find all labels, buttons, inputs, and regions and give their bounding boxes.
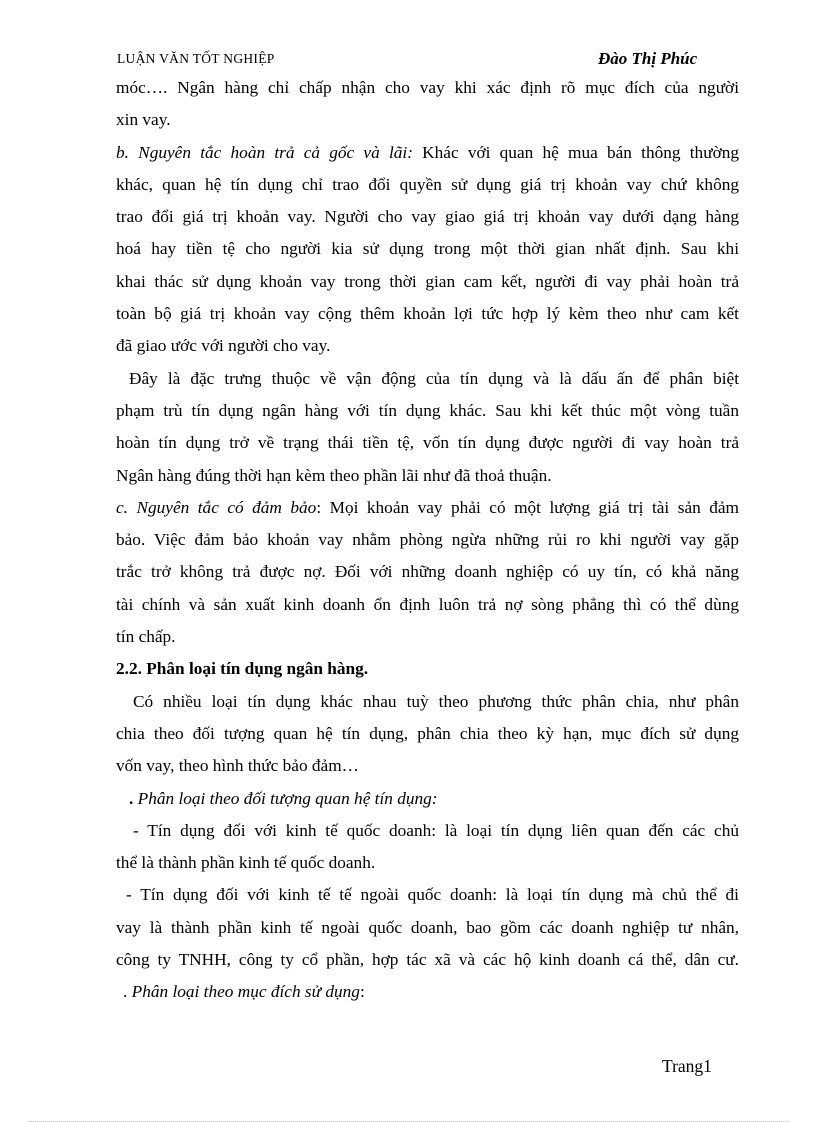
text-line: hoá hay tiền tệ cho người kia sử dụng trong một thời gian nhất định. Sau khi [116, 239, 739, 259]
text-line: móc…. Ngân hàng chỉ chấp nhận cho vay khi xác định rõ mục đích của người [116, 78, 739, 97]
text-line: hoàn tín dụng trở về trạng thái tiền tệ, vốn tín dụng được người đi vay hoàn trả [116, 433, 739, 453]
text-line: đã giao ước với người cho vay. [116, 336, 331, 356]
text-line [116, 492, 739, 524]
principle-c-label: c. Nguyên tắc có đảm bảo [116, 497, 317, 517]
subheading-by-subject [116, 783, 739, 815]
text-line: khác, quan hệ tín dụng chỉ trao đổi quyền sử dụng giá trị khoản vay chứ không [116, 174, 739, 194]
text-line: thể là thành phần kinh tế quốc doanh. [116, 853, 376, 873]
text-line: khai thác sử dụng khoản vay trong thời gian cam kết, người đi vay phải hoàn trả [116, 271, 739, 291]
page-number: Trang1 [662, 1056, 712, 1076]
principle-b-text: Khác với quan hệ mua bán thông thường [412, 142, 739, 162]
text-line: vay là thành phần kinh tế ngoài quốc doanh, bao gồm các doanh nghiệp tư nhân, [116, 917, 739, 937]
text-line: tín chấp. [116, 627, 176, 647]
paragraph-principle-c [116, 492, 739, 653]
text-line: - Tín dụng đối với kinh tế quốc doanh: là loại tín dụng liên quan đến các chủ [133, 820, 739, 840]
paragraph-non-state [116, 879, 739, 976]
bullet-dot: . [123, 982, 132, 1002]
text-line: Đây là đặc trưng thuộc về vận động của tín dụng và là dấu ấn để phân biệt [129, 368, 739, 388]
text-line: công ty TNHH, công ty cổ phần, hợp tác xã và các hộ kinh doanh cá thể, dân cư. [116, 950, 739, 970]
paragraph-classification [116, 686, 739, 783]
principle-c-text: : Mọi khoản vay phải có một lượng giá trị tài sản đảm [316, 497, 739, 517]
text-line: vốn vay, theo hình thức bảo đảm… [116, 756, 359, 776]
text-line: phạm trù tín dụng ngân hàng với tín dụng khác. Sau khi kết thúc một vòng tuần [116, 400, 739, 420]
text-line: Ngân hàng đúng thời hạn kèm theo phần lãi như đã thoả thuận. [116, 465, 552, 485]
paragraph-continuation [116, 72, 739, 137]
text-line: trắc trở không trả được nợ. Đối với những doanh nghiệp có uy tín, có khả năng [116, 562, 739, 582]
subheading-by-purpose [116, 976, 739, 1008]
paragraph-principle-b [116, 137, 739, 363]
text-line: xin vay. [116, 110, 171, 130]
text-line [116, 783, 739, 815]
subheading-colon: : [359, 982, 365, 1002]
paragraph-state-owned [116, 815, 739, 880]
text-line [116, 137, 739, 169]
text-line: chia theo đối tượng quan hệ tín dụng, phân chia theo kỳ hạn, mục đích sử dụng [116, 723, 739, 743]
text-line: - Tín dụng đối với kinh tế tế ngoài quốc doanh: là loại tín dụng mà chủ thể đi [126, 885, 739, 905]
section-heading [116, 653, 739, 685]
bullet-dot: . [129, 788, 138, 808]
page-bottom-divider [28, 1121, 788, 1122]
running-header: LUẬN VĂN TỐT NGHIỆP [117, 51, 275, 66]
author-name: Đào Thị Phúc [598, 49, 698, 68]
text-line: trao đổi giá trị khoản vay. Người cho vay giao giá trị khoản vay dưới dạng hàng [116, 207, 739, 227]
text-line: tài chính và sản xuất kinh doanh ổn định luôn trả nợ sòng phẳng thì có thể dùng [116, 594, 739, 614]
text-line: toàn bộ giá trị khoản vay cộng thêm khoản lợi tức hợp lý kèm theo như cam kết [116, 304, 739, 324]
document-body [116, 72, 739, 1009]
subheading-text: Phân loại theo mục đích sử dụng [131, 982, 360, 1002]
text-line: bảo. Việc đảm bảo khoản vay nhằm phòng ngừa những rủi ro khi người vay gặp [116, 530, 739, 550]
paragraph-characteristic [116, 363, 739, 492]
heading-text: 2.2. Phân loại tín dụng ngân hàng. [116, 659, 369, 679]
subheading-text: Phân loại theo đối tượng quan hệ tín dụng: [137, 788, 438, 808]
text-line: Có nhiều loại tín dụng khác nhau tuỳ theo phương thức phân chia, như phân [133, 691, 739, 711]
text-line [116, 976, 739, 1008]
principle-b-label: b. Nguyên tắc hoàn trả cả gốc và lãi: [116, 142, 413, 162]
